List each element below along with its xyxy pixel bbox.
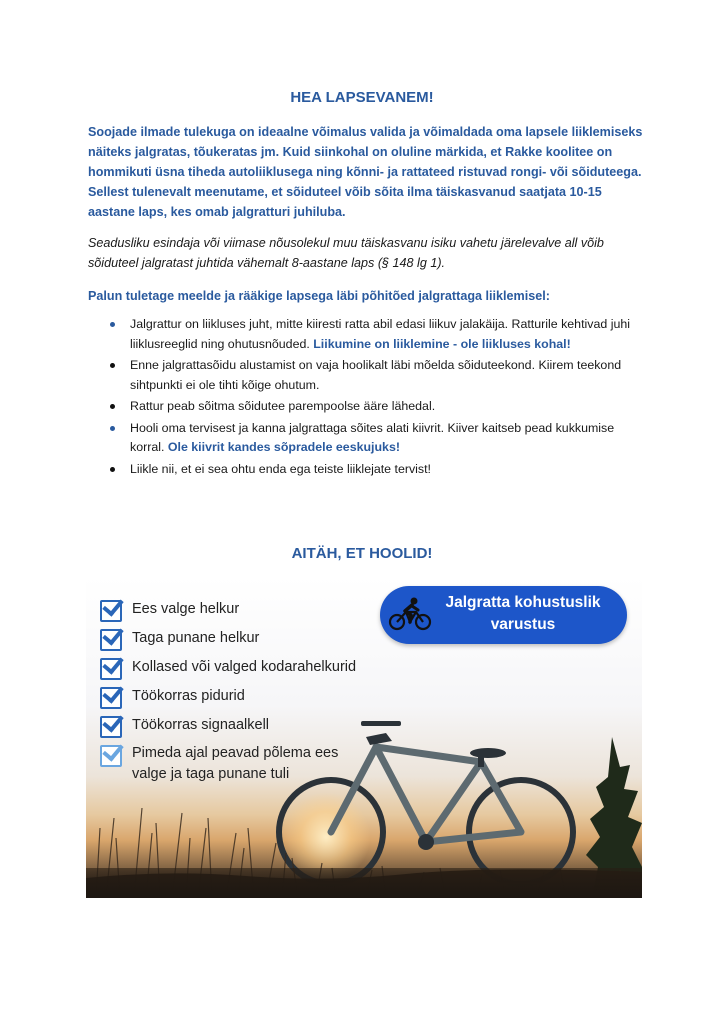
checkbox-checked-icon (100, 687, 122, 709)
bullet-icon (110, 363, 115, 368)
banner-line2: varustus (490, 616, 556, 633)
checklist-item (100, 597, 356, 626)
checklist-item (100, 655, 356, 684)
subheading: Palun tuletage meelde ja rääkige lapsega läbi põhitõed jalgrattaga liiklemisel: (88, 289, 550, 303)
checklist-label-line2: valge ja taga punane tuli (132, 766, 290, 782)
equipment-checklist (100, 597, 356, 785)
checkbox-checked-icon (100, 629, 122, 651)
equipment-poster (86, 577, 642, 898)
bullet-icon (110, 322, 115, 327)
checklist-label: Töökorras signaalkell (132, 717, 270, 733)
cyclist-icon (388, 596, 432, 632)
list-item-highlight: Ole kiivrit kandes sõpradele eeskujuks! (167, 440, 400, 454)
bullet-list (100, 315, 640, 481)
legal-paragraph: Seadusliku esindaja või viimase nõusolekul muu täiskasvanu isiku vahetu järelevalve all võib sõiduteel jalgratast juhtida vähemalt 8-aastane laps (§ 148 lg 1). (88, 236, 604, 270)
checkbox-checked-icon (100, 716, 122, 738)
bullet-icon (110, 426, 115, 431)
list-item-highlight: Liikumine on liiklemine - ole liikluses kohal! (313, 336, 571, 351)
list-item (100, 356, 640, 395)
list-item (100, 397, 640, 417)
list-item (100, 315, 640, 354)
list-item-text: Jalgrattur on liikluses juht, mitte kiiresti ratta abil edasi liikuv jalakäija. Ratturile kehtivad juhi liiklusreeglid ning ohutusnõuded. (130, 317, 630, 351)
checklist-item (100, 684, 356, 713)
checkbox-checked-icon (100, 745, 122, 767)
page-title: HEA LAPSEVANEM! (290, 89, 434, 106)
list-item (100, 460, 640, 480)
checklist-item (100, 742, 356, 785)
checkbox-checked-icon (100, 658, 122, 680)
checkbox-checked-icon (100, 600, 122, 622)
checklist-label: Taga punane helkur (132, 630, 260, 646)
checklist-item (100, 626, 356, 655)
list-item-text: Enne jalgrattasõidu alustamist on vaja hoolikalt läbi mõelda sõiduteekond. Kiirem teekond sihtpunkti ei ole tihti kõige ohutum. (130, 358, 622, 392)
bullet-icon (110, 467, 115, 472)
checklist-label: Kollased või valged kodarahelkurid (132, 659, 357, 675)
list-item-text: Rattur peab sõitma sõidutee parempoolse ääre lähedal. (130, 399, 436, 413)
intro-paragraph: Soojade ilmade tulekuga on ideaalne võimalus valida ja võimaldada oma lapsele liiklemiseks näiteks jalgratas, tõukeratas jm. Kuid siinkohal on oluline märkida, et Rakke koolitee on hommikuti üsna tiheda autoliiklusega ning kõnni- ja rattateed ristuvad rongi- või sõiduteega. Sellest tulenevalt meenutame, et sõiduteel võib sõita ilma täiskasvanud saatjata 10-15 aastane laps, kes omab jalgratturi juhiluba. (88, 125, 643, 219)
checklist-item (100, 713, 356, 742)
list-item (100, 419, 640, 458)
list-item-text: Liikle nii, et ei sea ohtu enda ega teiste liiklejate tervist! (130, 461, 431, 476)
banner-text (428, 592, 618, 636)
checklist-label: Töökorras pidurid (132, 688, 245, 704)
bullet-icon (110, 404, 115, 409)
equipment-banner (380, 586, 627, 644)
ground (86, 868, 642, 898)
closing-title: AITÄH, ET HOOLID! (291, 545, 433, 562)
list-item-text: Hooli oma tervisest ja kanna jalgrattaga sõites alati kiivrit. Kiiver kaitseb pead kukkumise korral. (130, 420, 615, 454)
checklist-label: Ees valge helkur (132, 601, 240, 617)
banner-line1: Jalgratta kohustuslik (445, 594, 601, 611)
checklist-label-line1: Pimeda ajal peavad põlema ees (132, 745, 339, 761)
